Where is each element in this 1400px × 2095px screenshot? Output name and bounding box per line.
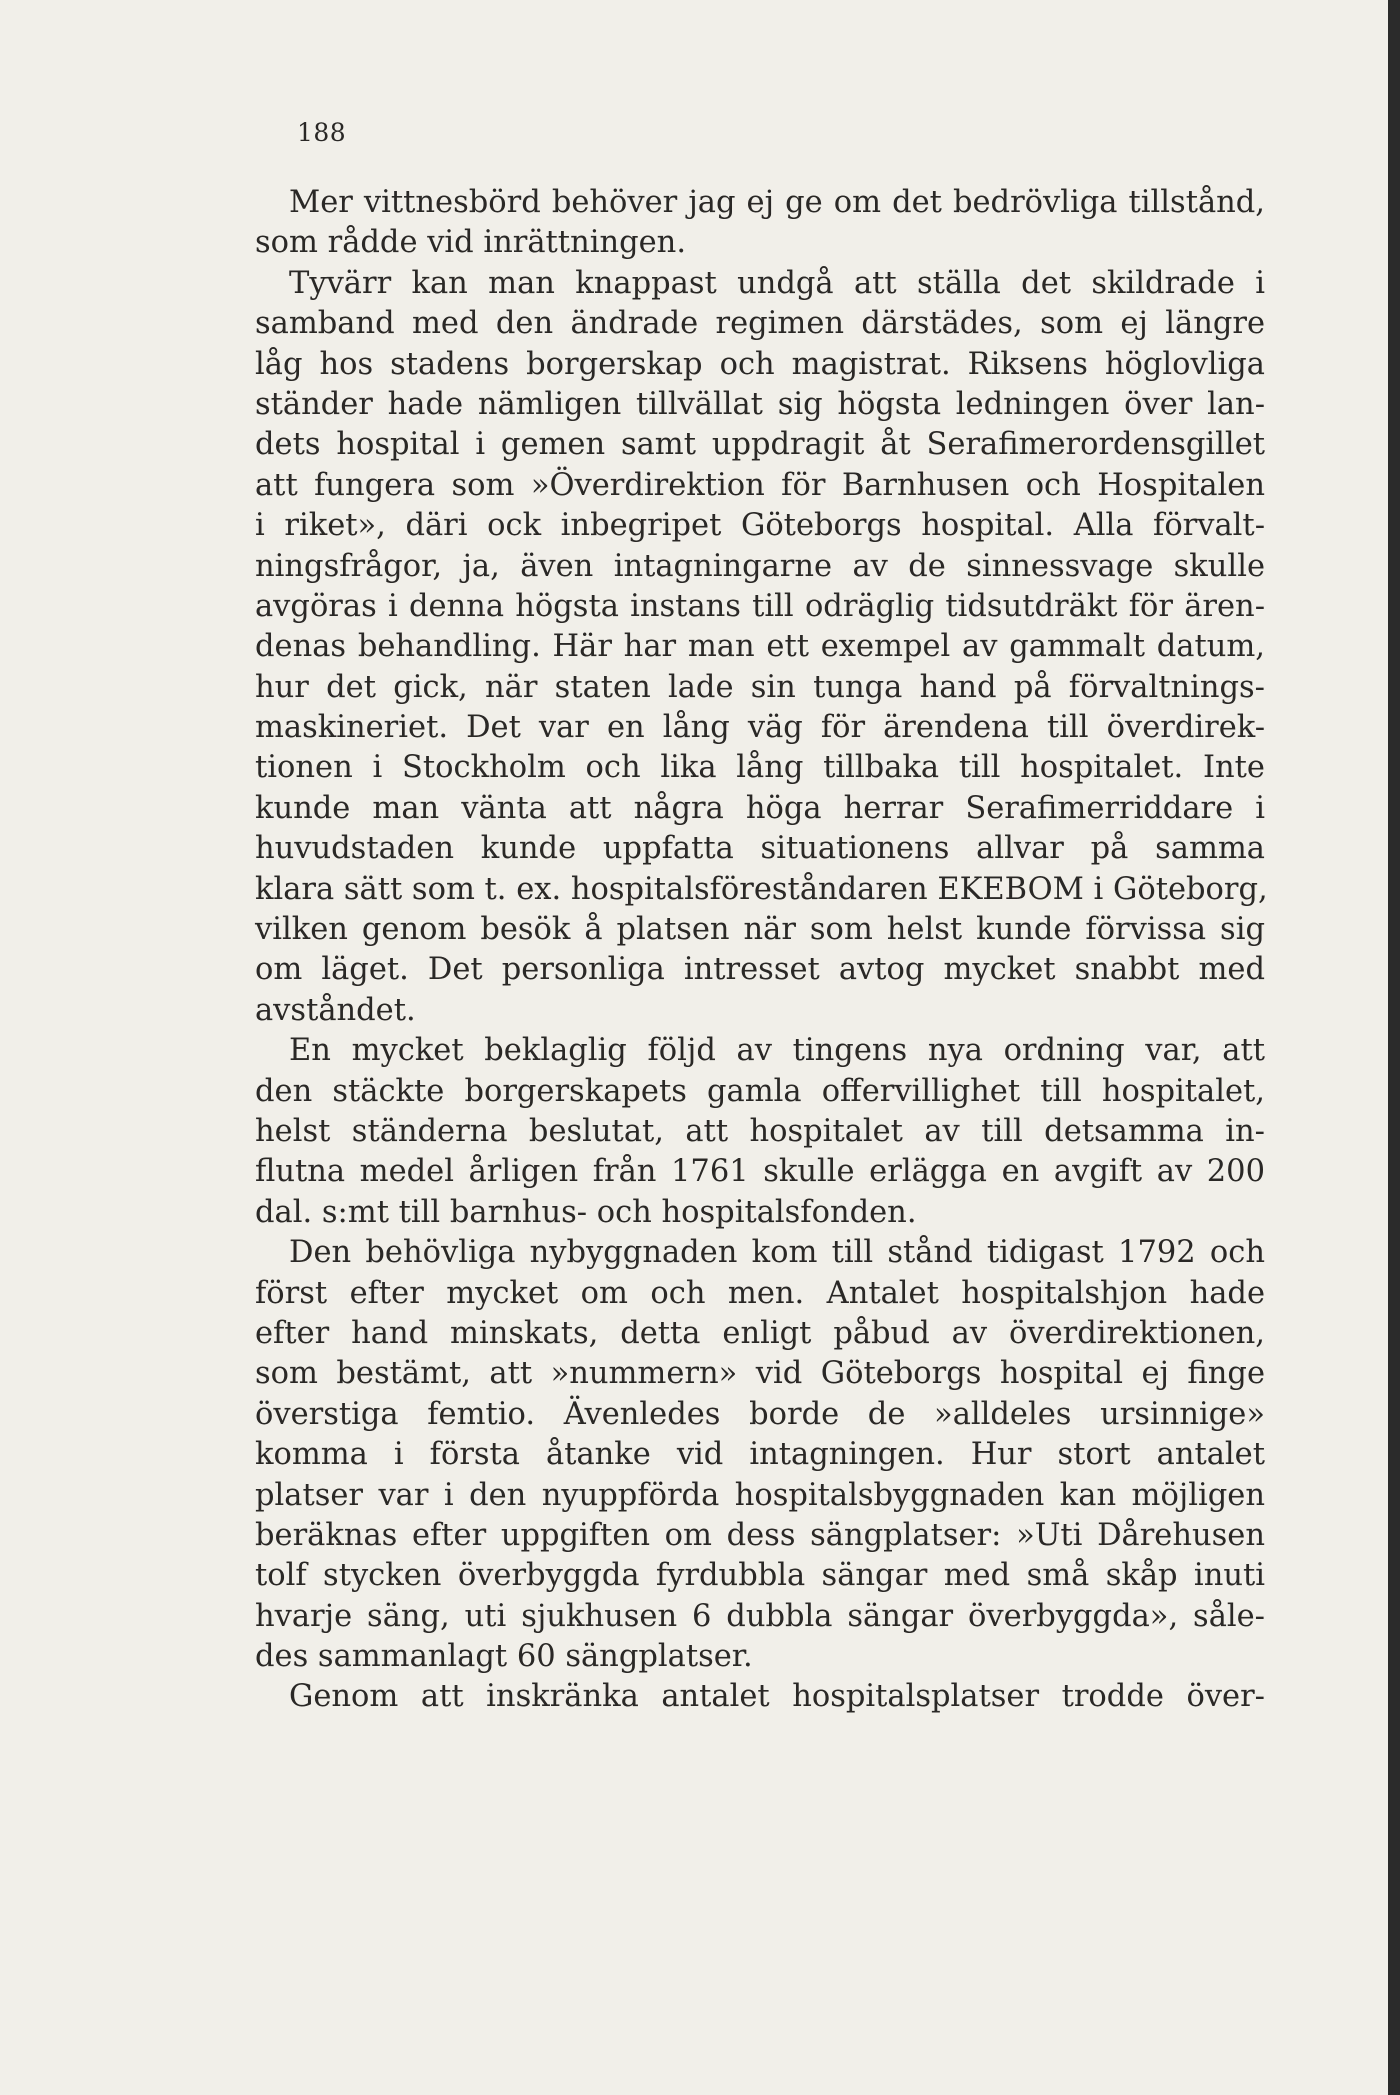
text-line: ningsfrågor, ja, även intagningarne av de sinnessvage skulle bbox=[255, 548, 1265, 584]
text-line: tionen i Stockholm och lika lång tillbaka till hospitalet. Inte bbox=[255, 750, 1265, 786]
text-line: maskineriet. Det var en lång väg för ärendena till överdirek- bbox=[255, 710, 1265, 746]
page-number: 188 bbox=[297, 118, 347, 147]
text-line: att fungera som »Överdirektion för Barnhusen och Hospitalen bbox=[255, 467, 1265, 503]
text-line: om läget. Det personliga intresset avtog mycket snabbt med bbox=[255, 952, 1265, 988]
text-line: den stäckte borgerskapets gamla offervillighet till hospitalet, bbox=[255, 1073, 1265, 1109]
text-line: ständer hade nämligen tillvällat sig högsta ledningen över lan- bbox=[255, 386, 1265, 422]
text-line: Genom att inskränka antalet hospitalsplatser trodde över- bbox=[289, 1679, 1265, 1715]
text-line: överstiga femtio. Ävenledes borde de »alldeles ursinnige» bbox=[255, 1396, 1265, 1432]
text-line: des sammanlagt 60 sängplatser. bbox=[255, 1639, 753, 1675]
text-line: tolf stycken överbyggda fyrdubbla sängar med små skåp inuti bbox=[255, 1558, 1265, 1594]
text-line: platser var i den nyuppförda hospitalsbyggnaden kan möjligen bbox=[255, 1477, 1265, 1513]
text-line: först efter mycket om och men. Antalet hospitalshjon hade bbox=[255, 1275, 1265, 1311]
page-edge bbox=[1388, 0, 1400, 2095]
text-line: Tyvärr kan man knappast undgå att ställa det skildrade i bbox=[289, 265, 1265, 301]
text-line: hvarje säng, uti sjukhusen 6 dubbla sängar överbyggda», såle- bbox=[255, 1598, 1265, 1634]
text-line: flutna medel årligen från 1761 skulle erlägga en avgift av 200 bbox=[255, 1154, 1265, 1190]
text-line: i riket», däri ock inbegripet Göteborgs hospital. Alla förvalt- bbox=[255, 508, 1265, 544]
text-line: helst ständerna beslutat, att hospitalet av till detsamma in- bbox=[255, 1113, 1265, 1149]
text-line: komma i första åtanke vid intagningen. Hur stort antalet bbox=[255, 1437, 1265, 1473]
text-line: låg hos stadens borgerskap och magistrat. Riksens höglovliga bbox=[255, 346, 1265, 382]
text-line: som bestämt, att »nummern» vid Göteborgs hospital ej finge bbox=[255, 1356, 1265, 1392]
text-line: denas behandling. Här har man ett exempel av gammalt datum, bbox=[255, 629, 1265, 665]
text-line: huvudstaden kunde uppfatta situationens allvar på samma bbox=[255, 831, 1265, 867]
text-line: kunde man vänta att några höga herrar Serafimerriddare i bbox=[255, 790, 1265, 826]
text-line: samband med den ändrade regimen därstädes, som ej längre bbox=[255, 306, 1265, 342]
text-line: som rådde vid inrättningen. bbox=[255, 225, 687, 261]
text-line: vilken genom besök å platsen när som helst kunde förvissa sig bbox=[255, 912, 1265, 948]
text-line: En mycket beklaglig följd av tingens nya ordning var, att bbox=[289, 1033, 1265, 1069]
text-line: dets hospital i gemen samt uppdragit åt Serafimerordensgillet bbox=[255, 427, 1265, 463]
text-line: hur det gick, när staten lade sin tunga hand på förvaltnings- bbox=[255, 669, 1265, 705]
text-line: klara sätt som t. ex. hospitalsföreståndaren EKEBOM i Göteborg, bbox=[255, 871, 1268, 907]
text-line: avståndet. bbox=[255, 992, 416, 1028]
text-line: dal. s:mt till barnhus- och hospitalsfonden. bbox=[255, 1194, 917, 1230]
text-line: avgöras i denna högsta instans till odräglig tidsutdräkt för ären- bbox=[255, 588, 1265, 624]
text-line: efter hand minskats, detta enligt påbud av överdirektionen, bbox=[255, 1315, 1265, 1351]
text-line: Mer vittnesbörd behöver jag ej ge om det bedrövliga tillstånd, bbox=[289, 185, 1265, 220]
body-text bbox=[255, 183, 1268, 1718]
text-line: beräknas efter uppgiften om dess sängplatser: »Uti Dårehusen bbox=[255, 1517, 1265, 1553]
text-line: Den behövliga nybyggnaden kom till stånd tidigast 1792 och bbox=[289, 1235, 1265, 1271]
